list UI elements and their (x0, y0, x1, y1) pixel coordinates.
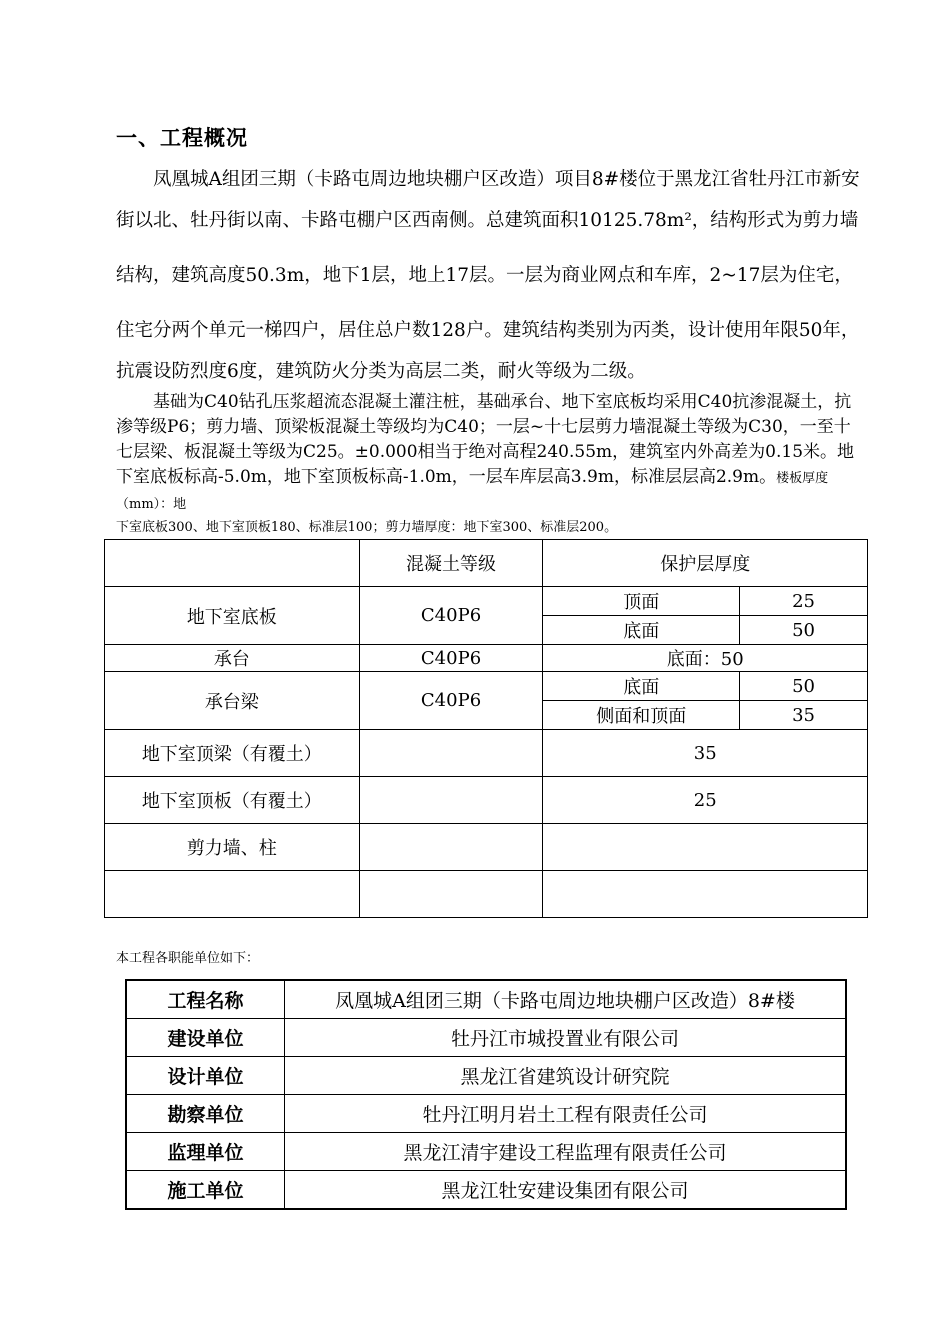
section-heading: 一、工程概况 (116, 126, 248, 150)
slab-thickness-text: 楼板厚度（mm）：地 (116, 471, 829, 512)
unit-label: 监理单位 (126, 1133, 285, 1171)
unit-value: 黑龙江省建筑设计研究院 (285, 1057, 847, 1095)
cover-label: 顶面 (543, 587, 740, 616)
overview-paragraph (116, 166, 860, 385)
cover-value: 25 (543, 777, 868, 824)
table-row (126, 1019, 846, 1057)
unit-value: 黑龙江清宇建设工程监理有限责任公司 (285, 1133, 847, 1171)
row-name: 地下室顶梁（有覆土） (105, 730, 360, 777)
table-row (105, 672, 868, 701)
units-note: 本工程各职能单位如下： (116, 951, 260, 966)
table-row-empty (105, 871, 868, 918)
table-row (105, 587, 868, 616)
row-name: 剪力墙、柱 (105, 824, 360, 871)
table-row (105, 824, 868, 871)
empty-cell (543, 871, 868, 918)
unit-value: 黑龙江牡安建设集团有限公司 (285, 1171, 847, 1210)
table-row (126, 980, 846, 1019)
concrete-grade-table (104, 539, 868, 918)
foundation-text: 基础为C40钻孔压浆超流态混凝土灌注桩，基础承台、地下室底板均采用C40抗渗混凝土，抗渗等级P6；剪力墙、顶梁板混凝土等级均为C40；一层~十七层剪力墙混凝土等级为C30，一至十七层梁、板混凝土等级为C25。±0.000相当于绝对高程240.55m，建筑室内外高差为0.15米。地下室底板标高-5.0m，地下室顶板标高-1.0m，一层车库层高3.9m，标准层层高2.9m。 (116, 392, 855, 487)
unit-label: 施工单位 (126, 1171, 285, 1210)
row-name: 承台 (105, 645, 360, 672)
row-grade (359, 730, 543, 777)
row-grade (359, 777, 543, 824)
cover-value: 底面：50 (543, 645, 868, 672)
unit-label: 设计单位 (126, 1057, 285, 1095)
empty-cell (359, 871, 543, 918)
table-row (105, 777, 868, 824)
cover-value (543, 824, 868, 871)
unit-value: 凤凰城A组团三期（卡路屯周边地块棚户区改造）8#楼 (285, 980, 847, 1019)
table-row (105, 645, 868, 672)
row-grade: C40P6 (359, 587, 543, 645)
table-row (126, 1095, 846, 1133)
row-name: 承台梁 (105, 672, 360, 730)
unit-value: 牡丹江明月岩土工程有限责任公司 (285, 1095, 847, 1133)
header-blank (105, 540, 360, 587)
row-grade: C40P6 (359, 645, 543, 672)
overview-line-1: 凤凰城A组团三期（卡路屯周边地块棚户区改造）项目8#楼位于黑龙江省牡丹江市新安街以北、牡丹街以南、卡路屯棚户区西南侧。总建筑面积 (116, 169, 860, 231)
row-name: 地下室底板 (105, 587, 360, 645)
foundation-paragraph (116, 390, 860, 517)
unit-label: 勘察单位 (126, 1095, 285, 1133)
cover-label: 底面 (543, 616, 740, 645)
unit-label: 工程名称 (126, 980, 285, 1019)
overview-line-3: 17层。一层为商业网点和车库，2~17层为住宅，住宅分两个单元一梯四 (116, 265, 853, 341)
header-cover-thickness: 保护层厚度 (543, 540, 868, 587)
unit-label: 建设单位 (126, 1019, 285, 1057)
cover-label: 侧面和顶面 (543, 701, 740, 730)
empty-cell (105, 871, 360, 918)
table-row (126, 1057, 846, 1095)
header-concrete-grade: 混凝土等级 (359, 540, 543, 587)
cover-value: 35 (740, 701, 868, 730)
overview-line-2: 10125.78m²，结构形式为剪力墙结构，建筑高度50.3m，地下1层，地上 (116, 210, 859, 286)
unit-value: 牡丹江市城投置业有限公司 (285, 1019, 847, 1057)
project-units-table (125, 979, 847, 1210)
table-header-row (105, 540, 868, 587)
row-grade: C40P6 (359, 672, 543, 730)
cover-value: 50 (740, 616, 868, 645)
slab-thickness-detail: 下室底板300、地下室顶板180、标准层100；剪力墙厚度：地下室300、标准层200。 (116, 520, 618, 535)
cover-label: 底面 (543, 672, 740, 701)
row-name: 地下室顶板（有覆土） (105, 777, 360, 824)
table-row (105, 730, 868, 777)
cover-value: 35 (543, 730, 868, 777)
overview-line-4: 户，居住总户数128户。建筑结构类别为丙类，设计使用年限50年，抗震设防烈度6度，建筑防火分类为高层二类，耐火等级为二级。 (116, 320, 860, 382)
cover-value: 25 (740, 587, 868, 616)
table-row (126, 1133, 846, 1171)
row-grade (359, 824, 543, 871)
cover-value: 50 (740, 672, 868, 701)
table-row (126, 1171, 846, 1210)
